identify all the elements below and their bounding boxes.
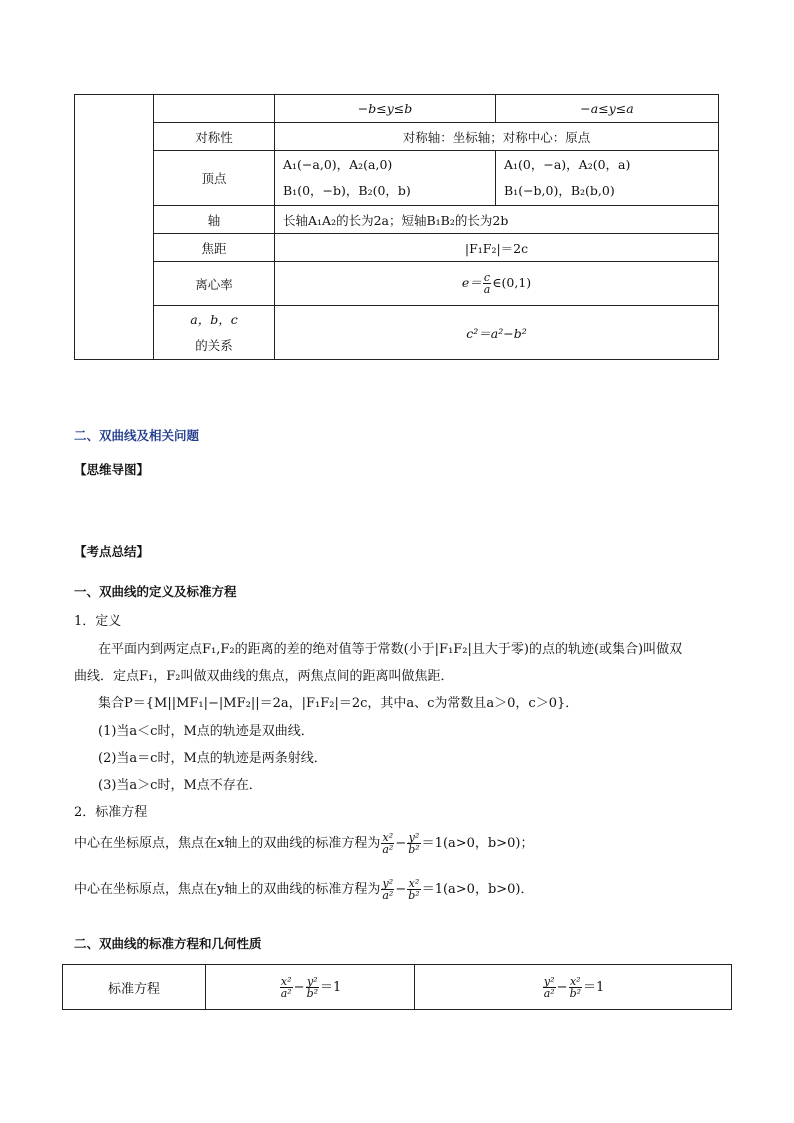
definition-set: 集合P＝{M||MF₁|−|MF₂||＝2a，|F₁F₂|＝2c，其中a、c为常数且a＞0，c＞0}． — [98, 696, 579, 711]
ellipse-properties-table — [74, 94, 719, 360]
geometry-heading: 二、双曲线的标准方程和几何性质 — [74, 936, 262, 951]
definition-heading: 一、双曲线的定义及标准方程 — [74, 584, 237, 599]
definition-subheading: 1．定义 — [74, 614, 122, 629]
definition-line2: 曲线．定点F₁，F₂叫做双曲线的焦点，两焦点间的距离叫做焦距． — [74, 669, 454, 684]
vertex-left — [275, 151, 496, 206]
eq-x-focus: $\frac{\text{x²}}{\text{a²}}$ − $\frac{\text{y²}}{\text{b²}}$ ＝1 — [206, 965, 415, 1010]
standard-eq-subheading: 2．标准方程 — [74, 805, 148, 820]
ecc-fraction: $\frac{c}{a}$ — [483, 271, 491, 296]
section2-title: 二、双曲线及相关问题 — [74, 428, 200, 443]
standard-eq-label: 标准方程 — [63, 965, 206, 1010]
blank-label-cell — [154, 95, 275, 123]
hyperbola-table — [62, 964, 732, 1010]
symmetry-label: 对称性 — [154, 123, 275, 151]
fraction-y2-a2: $\frac{\text{y²}}{\text{a²}}$ — [382, 877, 394, 902]
eccentricity-value: e＝ $\frac{c}{a}$ ∈(0,1) — [275, 262, 719, 306]
left-blank-cell — [75, 95, 154, 360]
vertex-left-line2: B₁(0，−b)，B₂(0，b) — [283, 183, 411, 198]
case-1: (1)当a＜c时，M点的轨迹是双曲线． — [98, 724, 314, 739]
standard-eq-x-line: 中心在坐标原点，焦点在x轴上的双曲线的标准方程为 $\frac{\text{x²}}{\text{a²}}$ − $\frac{\text{y²}}{\text{b²}}$ ＝1(a>0，b>0)； — [74, 831, 534, 856]
axis-value: 长轴A₁A₂的长为2a；短轴B₁B₂的长为2b — [275, 206, 719, 234]
mindmap-title: 【思维导图】 — [74, 462, 150, 477]
summary-title: 【考点总结】 — [74, 544, 150, 559]
vertex-label: 顶点 — [154, 151, 275, 206]
definition-line1: 在平面内到两定点F₁,F₂的距离的差的绝对值等于常数(小于|F₁F₂|且大于零)的点的轨迹(或集合)叫做双 — [98, 642, 683, 657]
abc-value: c²＝a²−b² — [275, 306, 719, 360]
axis-label: 轴 — [154, 206, 275, 234]
abc-label: a，b，c 的关系 — [154, 306, 275, 360]
eq-y-focus: $\frac{\text{y²}}{\text{a²}}$ − $\frac{\text{x²}}{\text{b²}}$ ＝1 — [415, 965, 732, 1010]
vertex-right-line1: A₁(0，−a)，A₂(0，a) — [504, 157, 631, 172]
case-2: (2)当a＝c时，M点的轨迹是两条射线． — [98, 751, 327, 766]
focal-label: 焦距 — [154, 234, 275, 262]
vertex-left-line1: A₁(−a,0)，A₂(a,0) — [283, 157, 393, 172]
symmetry-value: 对称轴：坐标轴；对称中心：原点 — [275, 123, 719, 151]
focal-value: |F₁F₂|＝2c — [275, 234, 719, 262]
case-3: (3)当a＞c时，M点不存在． — [98, 778, 262, 793]
range-right: −a≤y≤a — [496, 95, 719, 123]
eccentricity-label: 离心率 — [154, 262, 275, 306]
standard-eq-y-line: 中心在坐标原点，焦点在y轴上的双曲线的标准方程为 $\frac{\text{y²}}{\text{a²}}$ − $\frac{\text{x²}}{\text{b²}}$ ＝1(a>0，b>0)． — [74, 877, 534, 902]
fraction-x2-b2: $\frac{\text{x²}}{\text{b²}}$ — [408, 877, 420, 902]
vertex-right — [496, 151, 719, 206]
vertex-right-line2: B₁(−b,0)，B₂(b,0) — [504, 183, 615, 198]
range-left: −b≤y≤b — [275, 95, 496, 123]
fraction-x2-a2: $\frac{\text{x²}}{\text{a²}}$ — [382, 831, 394, 856]
fraction-y2-b2: $\frac{\text{y²}}{\text{b²}}$ — [408, 831, 420, 856]
